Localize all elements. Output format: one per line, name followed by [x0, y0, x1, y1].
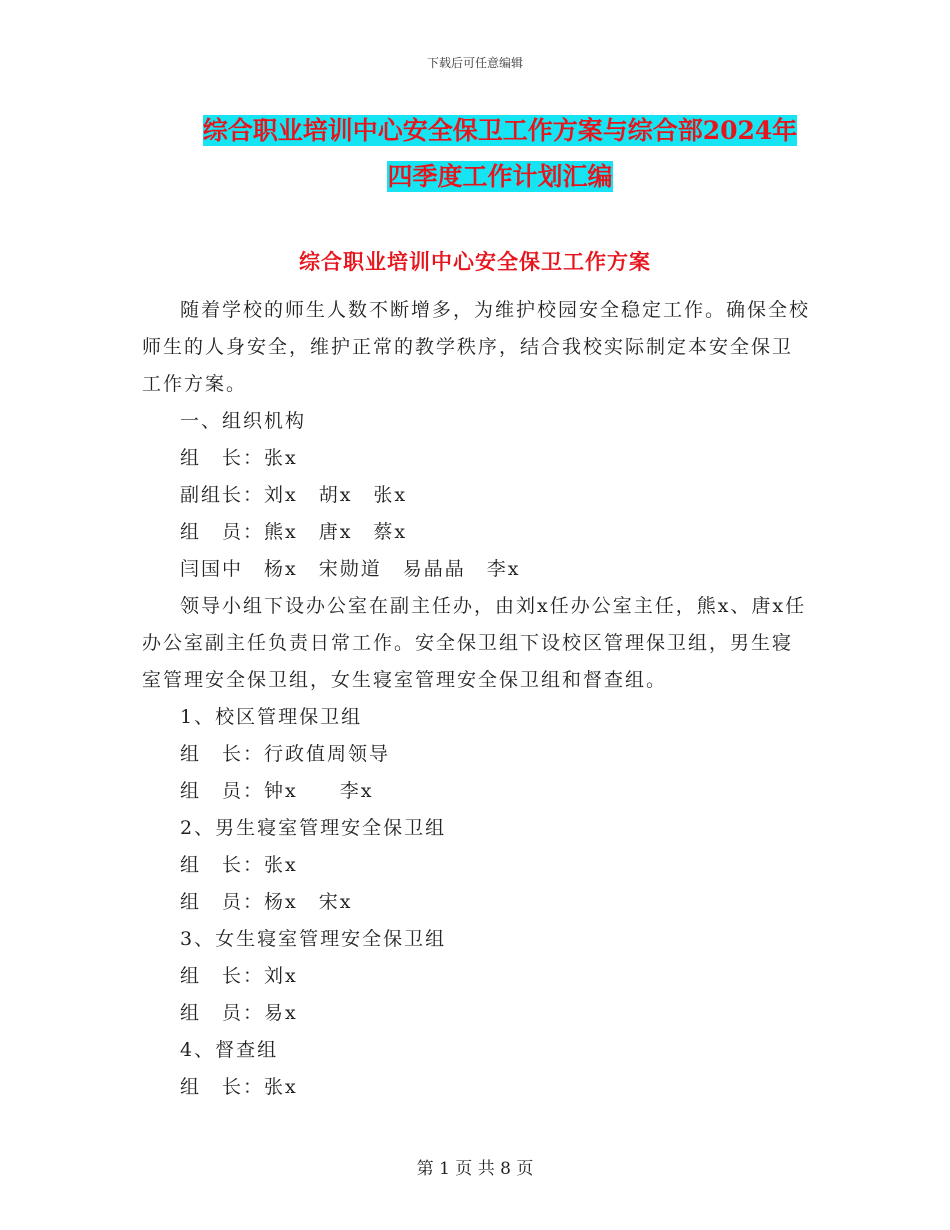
list-item: 副组长：刘x 胡x 张x: [180, 484, 408, 506]
list-item: 组 长：行政值周领导: [180, 743, 391, 765]
list-item: 组 长：张x: [180, 447, 298, 469]
document-title: [120, 108, 880, 200]
document-title-line-2: 四季度工作计划汇编: [387, 162, 613, 191]
list-item: 组 员：熊x 唐x 蔡x: [180, 521, 408, 543]
list-item: 组 员：易x: [180, 1002, 298, 1024]
page-header-note: 下载后可任意编辑: [426, 56, 523, 70]
subheading: 3、女生寝室管理安全保卫组: [180, 928, 447, 950]
paragraph-office: 领导小组下设办公室在副主任办，由刘x任办公室主任，熊x、唐x任办公室副主任负责日常工作。安全保卫组下设校区管理保卫组，男生寝室管理安全保卫组，女生寝室管理安全保卫组和督查组。: [142, 595, 807, 691]
list-item: 组 员：杨x 宋x: [180, 891, 353, 913]
list-item: 组 长：刘x: [180, 965, 298, 987]
section-title: 综合职业培训中心安全保卫工作方案: [299, 249, 651, 274]
document-title-line-1: 综合职业培训中心安全保卫工作方案与综合部2024年: [202, 116, 798, 145]
list-item: 组 员：钟x 李x: [180, 780, 374, 802]
heading-organization: 一、组织机构: [180, 410, 307, 432]
subheading: 2、男生寝室管理安全保卫组: [180, 817, 447, 839]
subheading: 4、督查组: [180, 1039, 279, 1061]
list-item: 组 长：张x: [180, 1076, 298, 1098]
list-item: 闫国中 杨x 宋勋道 易晶晶 李x: [180, 558, 521, 580]
list-item: 组 长：张x: [180, 854, 298, 876]
paragraph-intro: 随着学校的师生人数不断增多，为维护校园安全稳定工作。确保全校师生的人身安全，维护正常的教学秩序，结合我校实际制定本安全保卫工作方案。: [142, 299, 811, 395]
subheading: 1、校区管理保卫组: [180, 706, 363, 728]
document-body: [142, 292, 812, 1106]
page-number-footer: 第 1 页 共 8 页: [416, 1159, 534, 1179]
